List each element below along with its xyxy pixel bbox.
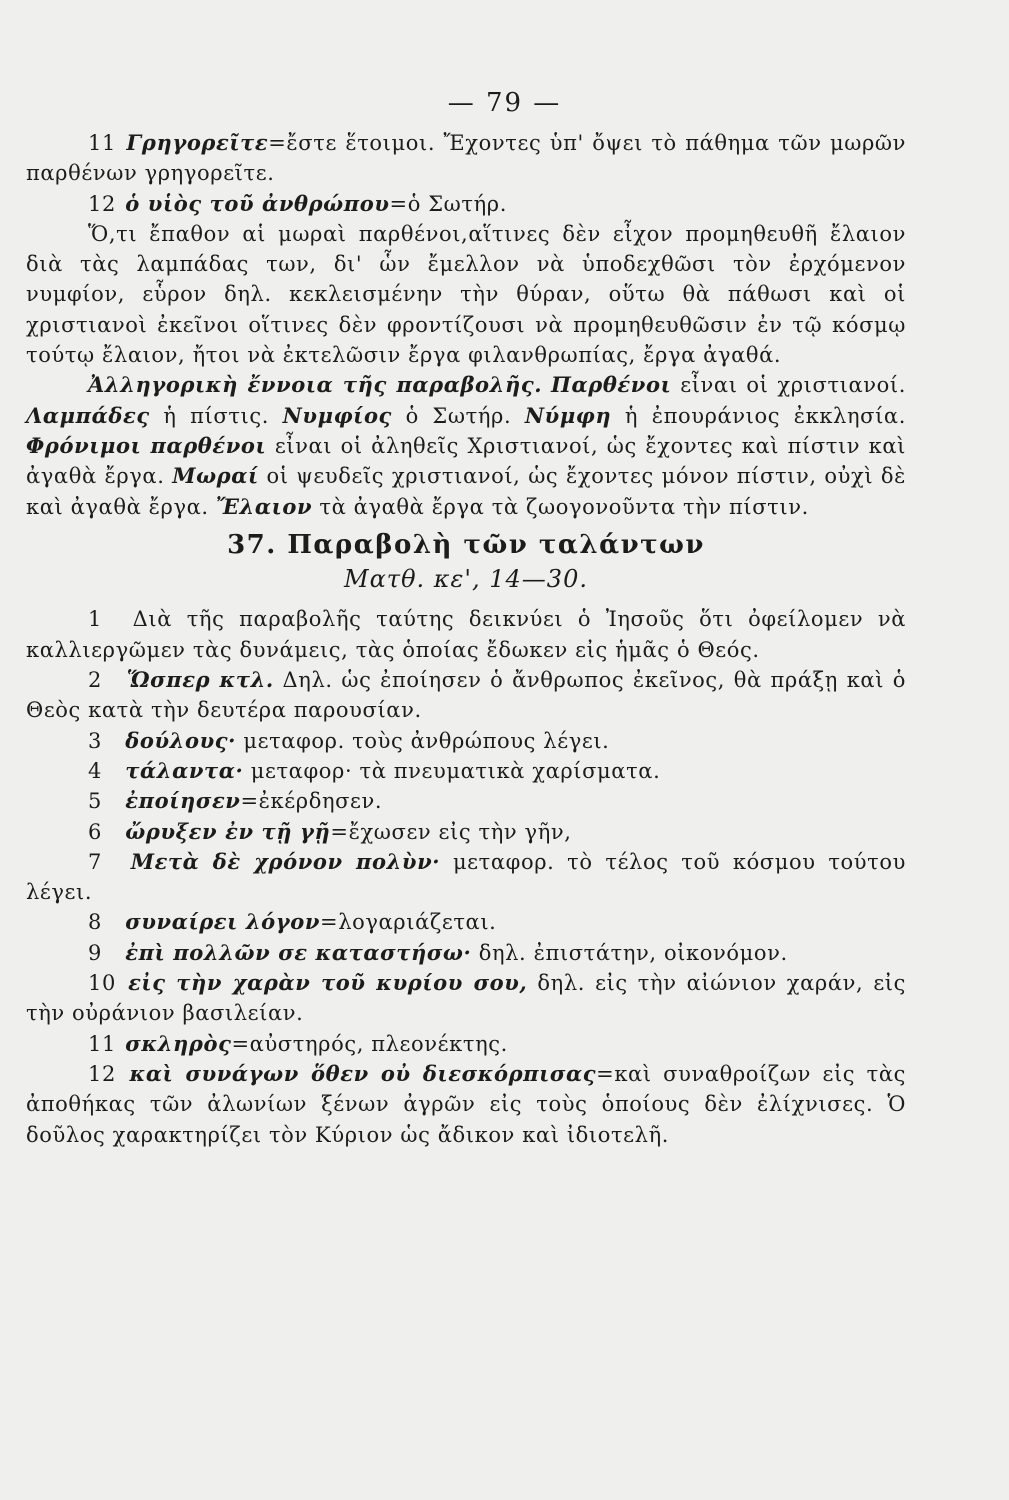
term-nymfi: Νύμφη (524, 402, 612, 428)
note-number: 11 (88, 1031, 116, 1056)
note-number: 11 (88, 131, 116, 155)
note-paragraph (26, 128, 906, 189)
note-paragraph (26, 1029, 906, 1059)
note-term: ὁ υἱὸς τοῦ ἀνθρώπου (125, 190, 390, 216)
page-body (26, 128, 906, 1150)
section-subheading: Ματθ. κε', 14—30. (344, 565, 588, 594)
note-text: δηλ. εἰς τὴν αἰώνιον χαράν, εἰς τὴν οὐράνιον βασιλείαν. (26, 971, 907, 1026)
note-paragraph (26, 786, 906, 816)
note-paragraph (26, 1059, 906, 1150)
text-parthenoi: εἶναι οἱ χριστιανοί. (680, 373, 906, 398)
text-nymfi: ἡ ἐπουράνιος ἐκκλησία. (624, 403, 906, 428)
note-text: Δηλ. ὡς ἐποίησεν ὁ ἄνθρωπος ἐκεῖνος, θὰ πράξῃ καὶ ὁ Θεὸς κατὰ τὴν δευτέρα παρουσίαν. (26, 668, 906, 723)
note-term: Μετὰ δὲ χρόνον πολὺν· (130, 848, 441, 874)
note-text: =καὶ συναθροίζων εἰς τὰς ἀποθήκας τῶν ἀλωνίων ξένων ἀγρῶν εἰς τοὺς ὁποίους δὲν ἐλίχνισες. Ὁ δοῦλος χαρακτηρίζει τὸν Κύριον ὡς ἄδικον καὶ ἰδιοτελῆ. (26, 1061, 906, 1147)
note-term: ὤρυξεν ἐν τῇ γῇ (125, 818, 331, 844)
note-number: 3 (88, 728, 102, 753)
note-number: 4 (88, 758, 102, 783)
note-text: =ὁ Σωτήρ. (389, 191, 508, 216)
note-paragraph (26, 817, 906, 847)
note-text: =ἔχωσεν εἰς τὴν γῆν, (330, 819, 572, 844)
note-number: 2 (88, 668, 102, 693)
note-text: Διὰ τῆς παραβολῆς ταύτης δεικνύει ὁ Ἰησοῦς ὅτι ὀφείλομεν νὰ καλλιεργῶμεν τὰς δυνάμεις, τὰς ὁποίας ἔδωκεν εἰς ἡμᾶς ὁ Θεός. (26, 607, 906, 662)
note-number: 12 (88, 191, 116, 216)
note-number: 6 (88, 819, 102, 844)
text-elaion: τὰ ἀγαθὰ ἔργα τὰ ζωογονοῦντα τὴν πίστιν. (319, 494, 809, 519)
term-moroi: Μωραί (172, 463, 259, 489)
term-lampades: Λαμπάδες (26, 402, 150, 428)
note-paragraph (26, 847, 906, 908)
note-term: Γρηγορεῖτε (126, 130, 269, 155)
note-term: Ὥσπερ κτλ. (126, 667, 274, 693)
note-paragraph (26, 938, 906, 968)
note-paragraph (26, 726, 906, 756)
note-term: εἰς τὴν χαρὰν τοῦ κυρίου σου, (128, 970, 528, 996)
note-term: καὶ συνάγων ὅθεν οὐ διεσκόρπισας (129, 1060, 597, 1086)
note-term: δούλους· (125, 727, 237, 753)
text-nymfios: ὁ Σωτήρ. (405, 403, 512, 428)
note-text: δηλ. ἐπιστάτην, οἰκονόμον. (478, 940, 788, 965)
note-term: ἐποίησεν (125, 788, 241, 814)
note-paragraph (26, 665, 906, 726)
text-moroi: οἱ ψευδεῖς χριστιανοί, ὡς ἔχοντες μόνον πίστιν, οὐχὶ δὲ καὶ ἀγαθὰ ἔργα. (26, 464, 906, 519)
note-text: =ἐκέρδησεν. (240, 789, 383, 814)
note-paragraph (26, 968, 906, 1029)
explanation-paragraph: Ὅ,τι ἔπαθον αἱ μωραὶ παρθένοι,αἵτινες δὲν εἶχον προμηθευθῆ ἔλαιον διὰ τὰς λαμπάδας των, δι' ὧν ἔμελλον νὰ ὑποδεχθῶσι τὸν ἐρχόμενον νυμφίον, εὗρον δηλ. κεκλεισμένην τὴν θύραν, οὕτω θὰ πάθωσι καὶ οἱ χριστιανοὶ ἐκεῖνοι οἵτινες δὲν φροντίζουσι νὰ προμηθευθῶσιν ἐν τῷ κόσμῳ τούτῳ ἔλαιον, ἤτοι νὰ ἐκτελῶσιν ἔργα φιλανθρωπίας, ἔργα ἀγαθά. (26, 221, 906, 368)
text-fronimoi: εἶναι οἱ ἀληθεῖς Χριστιανοί, ὡς ἔχοντες καὶ πίστιν καὶ ἀγαθὰ ἔργα. (26, 433, 907, 489)
note-number: 5 (88, 789, 102, 814)
note-paragraph (26, 604, 906, 665)
note-number: 7 (88, 849, 102, 874)
term-fronimoi: Φρόνιμοι παρθένοι (26, 432, 267, 458)
term-elaion: Ἔλαιον (215, 493, 313, 519)
allegory-term: Ἀλληγορικὴ ἔννοια τῆς παραβολῆς. (88, 372, 543, 398)
term-nymfios: Νυμφίος (282, 402, 392, 428)
note-text: μεταφορ. τοὺς ἀνθρώπους λέγει. (243, 728, 610, 753)
note-paragraph (26, 907, 906, 937)
text-lampades: ἡ πίστις. (163, 403, 270, 428)
section-heading: 37. Παραβολὴ τῶν ταλάντων (227, 529, 705, 560)
note-term: συναίρει λόγον (125, 909, 321, 935)
allegory-paragraph (26, 370, 906, 521)
note-term: σκληρὸς (125, 1030, 232, 1056)
note-text: μεταφορ. τὸ τέλος τοῦ κόσμου τούτου λέγει. (26, 849, 906, 905)
note-text: =λογαριάζεται. (320, 910, 497, 935)
note-number: 10 (88, 971, 116, 996)
note-text: =αὐστηρός, πλεονέκτης. (231, 1031, 508, 1056)
term-parthenoi: Παρθένοι (551, 372, 672, 398)
note-text: μεταφορ· τὰ πνευματικὰ χαρίσματα. (250, 758, 661, 783)
page-number: — 79 — (447, 88, 562, 118)
note-paragraph (26, 189, 906, 219)
note-number: 9 (88, 940, 102, 965)
note-number: 12 (88, 1061, 116, 1086)
note-paragraph (26, 756, 906, 786)
note-term: τάλαντα· (125, 757, 244, 783)
note-number: 1 (88, 607, 102, 632)
note-number: 8 (88, 910, 102, 935)
note-term: ἐπὶ πολλῶν σε καταστήσω· (125, 939, 472, 965)
note-text: =ἔστε ἕτοιμοι. Ἔχοντες ὑπ' ὄψει τὸ πάθημα τῶν μωρῶν παρθένων γρηγορεῖτε. (26, 131, 906, 186)
